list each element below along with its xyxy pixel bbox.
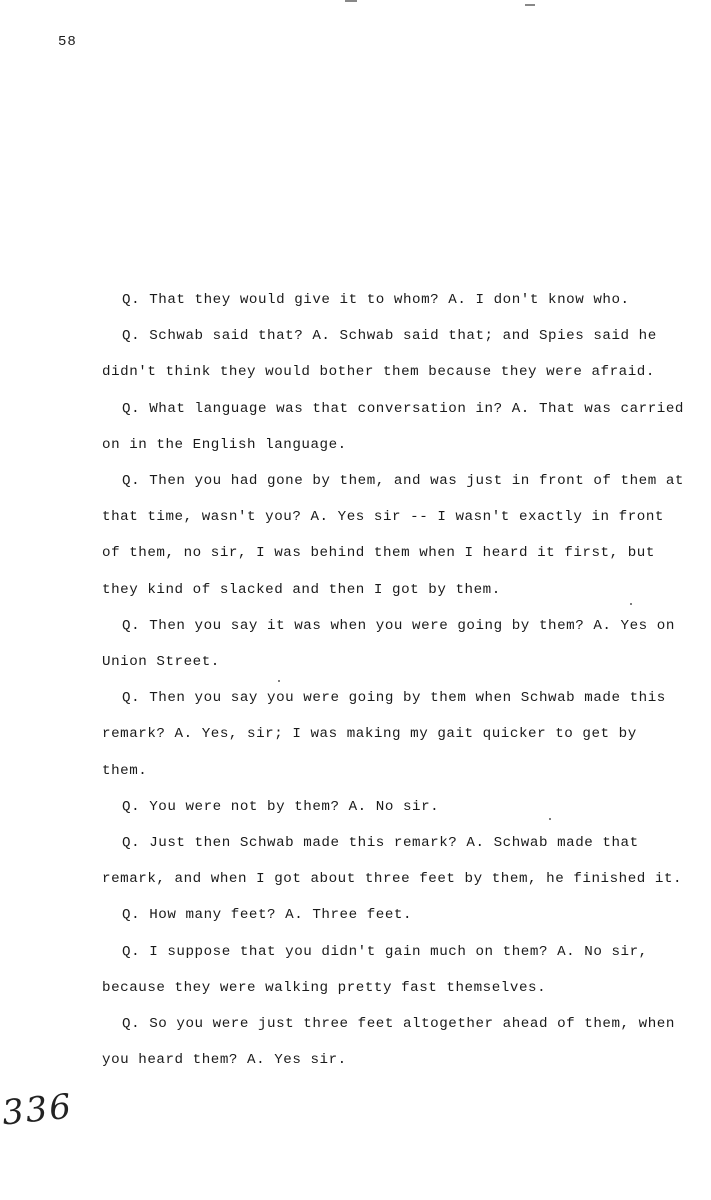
transcript-paragraph: Q. Then you had gone by them, and was just in front of them at that time, wasn't you? A. Yes sir -- I wasn't exactly in front of them, no sir, I was behind them when I heard it first, but they kind of slacked and then I got by them. [102, 473, 684, 598]
paper-speck [630, 603, 632, 605]
paper-speck [278, 680, 280, 682]
scan-mark [525, 4, 535, 6]
paper-speck [549, 818, 551, 820]
transcript-paragraph: Q. Then you say you were going by them when Schwab made this remark? A. Yes, sir; I was making my gait quicker to get by them. [102, 690, 666, 779]
transcript-paragraph: Q. Schwab said that? A. Schwab said that; and Spies said he didn't think they would bother them because they were afraid. [102, 328, 657, 381]
transcript-paragraph: Q. How many feet? A. Three feet. [122, 907, 413, 924]
transcript-paragraph: Q. That they would give it to whom? A. I don't know who. [122, 292, 630, 308]
handwritten-page-number: 336 [0, 1086, 75, 1134]
transcript-paragraph: Q. I suppose that you didn't gain much on them? A. No sir, because they were walking pretty fast themselves. [102, 943, 648, 996]
page-number: 58 [58, 34, 77, 50]
testimony-transcript [102, 282, 687, 1078]
transcript-paragraph: Q. You were not by them? A. No sir. [122, 798, 440, 815]
transcript-paragraph: Q. Just then Schwab made this remark? A. Schwab made that remark, and when I got about three feet by them, he finished it. [102, 835, 683, 888]
transcript-paragraph: Q. Then you say it was when you were going by them? A. Yes on Union Street. [102, 617, 675, 671]
scan-mark [345, 0, 357, 2]
transcript-paragraph: Q. So you were just three feet altogether ahead of them, when you heard them? A. Yes sir. [102, 1016, 675, 1069]
transcript-paragraph: Q. What language was that conversation in? A. That was carried on in the English language. [102, 400, 684, 453]
